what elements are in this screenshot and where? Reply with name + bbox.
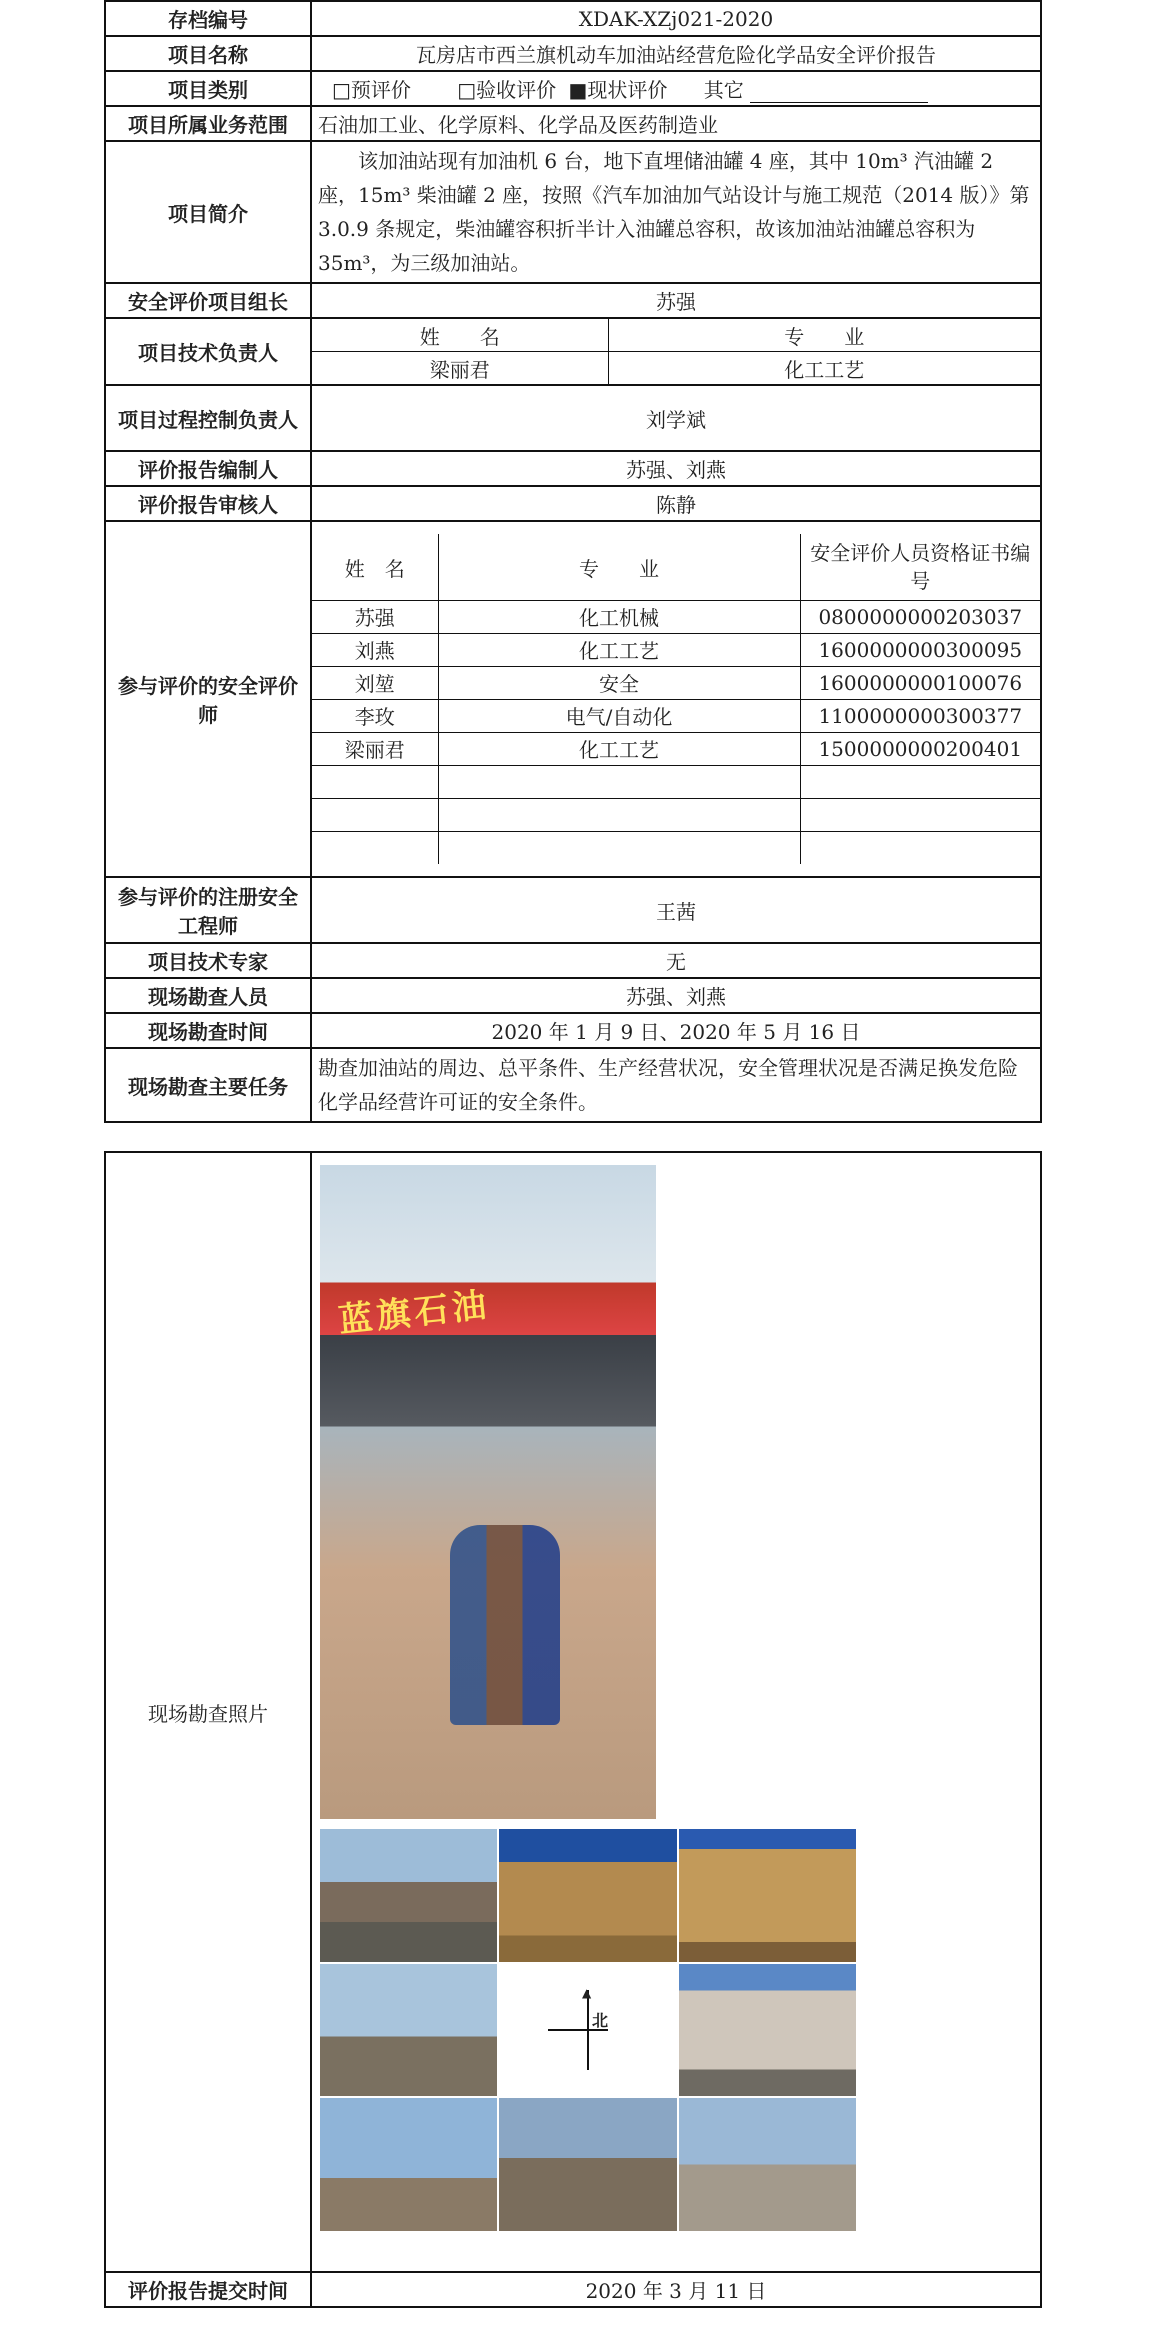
photos-label: 现场勘查照片 xyxy=(105,1152,311,2272)
evaluator-cert: 1600000000300095 xyxy=(800,633,1040,666)
evaluators-label: 参与评价的安全评价师 xyxy=(105,521,311,877)
summary-label: 项目简介 xyxy=(105,141,311,283)
station-sign: 蓝旗石油 xyxy=(336,1285,493,1341)
summary-value: 该加油站现有加油机 6 台，地下直埋储油罐 4 座，其中 10m³ 汽油罐 2 座，15m³ 柴油罐 2 座，按照《汽车加油加气站设计与施工规范（2014 版）》第 3.0.9 条规定，柴油罐容积折半计入油罐总容积，故该加油站油罐总容积为 35m³，为三级加油站。 xyxy=(311,141,1041,283)
compiler-label: 评价报告编制人 xyxy=(105,451,311,486)
project-type-label: 项目类别 xyxy=(105,71,311,106)
process-ctrl-label: 项目过程控制负责人 xyxy=(105,385,311,451)
site-photo-thumb xyxy=(320,1964,497,2097)
evaluator-cert: 0800000000203037 xyxy=(800,600,1040,633)
project-name-value: 瓦房店市西兰旗机动车加油站经营危险化学品安全评价报告 xyxy=(311,36,1041,71)
business-scope-value: 石油加工业、化学原料、化学品及医药制造业 xyxy=(311,106,1041,141)
type-option-current: ■现状评价 xyxy=(568,78,668,102)
site-task-label: 现场勘查主要任务 xyxy=(105,1048,311,1122)
evaluator-major: 化工工艺 xyxy=(438,732,800,765)
type-option-pre: □预评价 xyxy=(332,78,411,102)
team-leader-label: 安全评价项目组长 xyxy=(105,283,311,318)
tech-lead-label: 项目技术负责人 xyxy=(105,318,311,385)
site-task-value: 勘查加油站的周边、总平条件、生产经营状况，安全管理状况是否满足换发危险化学品经营许可证的安全条件。 xyxy=(311,1048,1041,1122)
info-table xyxy=(104,0,1042,1123)
expert-value: 无 xyxy=(311,943,1041,978)
empty-cell xyxy=(312,831,438,864)
evaluator-major: 化工机械 xyxy=(438,600,800,633)
evaluator-cert: 1100000000300377 xyxy=(800,699,1040,732)
evaluator-major: 安全 xyxy=(438,666,800,699)
evaluator-cert: 1500000000200401 xyxy=(800,732,1040,765)
site-staff-label: 现场勘查人员 xyxy=(105,978,311,1013)
reg-engineer-label: 参与评价的注册安全工程师 xyxy=(105,877,311,943)
site-photo-thumb xyxy=(679,1829,856,1962)
type-option-acceptance: □验收评价 xyxy=(457,78,557,102)
reg-engineer-value: 王茜 xyxy=(311,877,1041,943)
empty-cell xyxy=(438,831,800,864)
type-option-other: 其它 xyxy=(703,78,744,102)
compiler-value: 苏强、刘燕 xyxy=(311,451,1041,486)
empty-cell xyxy=(800,765,1040,798)
north-arrow-icon: ▲ 北 xyxy=(548,1990,628,2070)
site-photo-main xyxy=(320,1165,656,1819)
site-staff-value: 苏强、刘燕 xyxy=(311,978,1041,1013)
site-photo-thumb xyxy=(320,2098,497,2231)
site-photo-thumb xyxy=(499,1829,676,1962)
empty-cell xyxy=(438,798,800,831)
site-photo-thumb xyxy=(499,2098,676,2231)
empty-cell xyxy=(312,765,438,798)
site-staff-figures xyxy=(450,1525,560,1725)
compass-tile xyxy=(499,1964,676,2097)
evaluator-major: 电气/自动化 xyxy=(438,699,800,732)
empty-cell xyxy=(800,798,1040,831)
report-form xyxy=(104,0,1042,2308)
submit-label: 评价报告提交时间 xyxy=(105,2272,311,2307)
site-photo-thumb xyxy=(320,1829,497,1962)
tech-lead-header-name: 姓 名 xyxy=(312,319,608,352)
business-scope-label: 项目所属业务范围 xyxy=(105,106,311,141)
reviewer-value: 陈静 xyxy=(311,486,1041,521)
archive-no-value: XDAK-XZj021-2020 xyxy=(311,1,1041,36)
site-photo-thumb xyxy=(679,2098,856,2231)
reviewer-label: 评价报告审核人 xyxy=(105,486,311,521)
evaluator-name: 苏强 xyxy=(312,600,438,633)
process-ctrl-value: 刘学斌 xyxy=(311,385,1041,451)
evaluator-name: 梁丽君 xyxy=(312,732,438,765)
empty-cell xyxy=(438,765,800,798)
tech-lead-major: 化工工艺 xyxy=(608,352,1040,385)
tech-lead-table xyxy=(312,319,1040,384)
north-label: 北 xyxy=(591,2010,608,2030)
evaluators-header-major: 专 业 xyxy=(438,534,800,600)
evaluators-header-cert: 安全评价人员资格证书编号 xyxy=(800,534,1040,600)
site-time-label: 现场勘查时间 xyxy=(105,1013,311,1048)
project-name-label: 项目名称 xyxy=(105,36,311,71)
evaluator-cert: 1600000000100076 xyxy=(800,666,1040,699)
photo-table xyxy=(104,1151,1042,2308)
site-time-value: 2020 年 1 月 9 日、2020 年 5 月 16 日 xyxy=(311,1013,1041,1048)
photo-grid xyxy=(320,1829,856,2231)
expert-label: 项目技术专家 xyxy=(105,943,311,978)
evaluators-table xyxy=(312,534,1040,864)
empty-cell xyxy=(312,798,438,831)
submit-value: 2020 年 3 月 11 日 xyxy=(311,2272,1041,2307)
tech-lead-header-major: 专 业 xyxy=(608,319,1040,352)
project-type-options xyxy=(311,71,1041,106)
evaluators-cell xyxy=(311,521,1041,877)
empty-cell xyxy=(800,831,1040,864)
evaluators-header-name: 姓 名 xyxy=(312,534,438,600)
archive-no-label: 存档编号 xyxy=(105,1,311,36)
type-other-blank xyxy=(750,102,928,103)
evaluator-name: 刘堃 xyxy=(312,666,438,699)
tech-lead-cell xyxy=(311,318,1041,385)
evaluator-major: 化工工艺 xyxy=(438,633,800,666)
team-leader-value: 苏强 xyxy=(311,283,1041,318)
site-photo-thumb xyxy=(679,1964,856,2097)
evaluator-name: 李玫 xyxy=(312,699,438,732)
evaluator-name: 刘燕 xyxy=(312,633,438,666)
photos-cell xyxy=(311,1152,1041,2272)
tech-lead-name: 梁丽君 xyxy=(312,352,608,385)
